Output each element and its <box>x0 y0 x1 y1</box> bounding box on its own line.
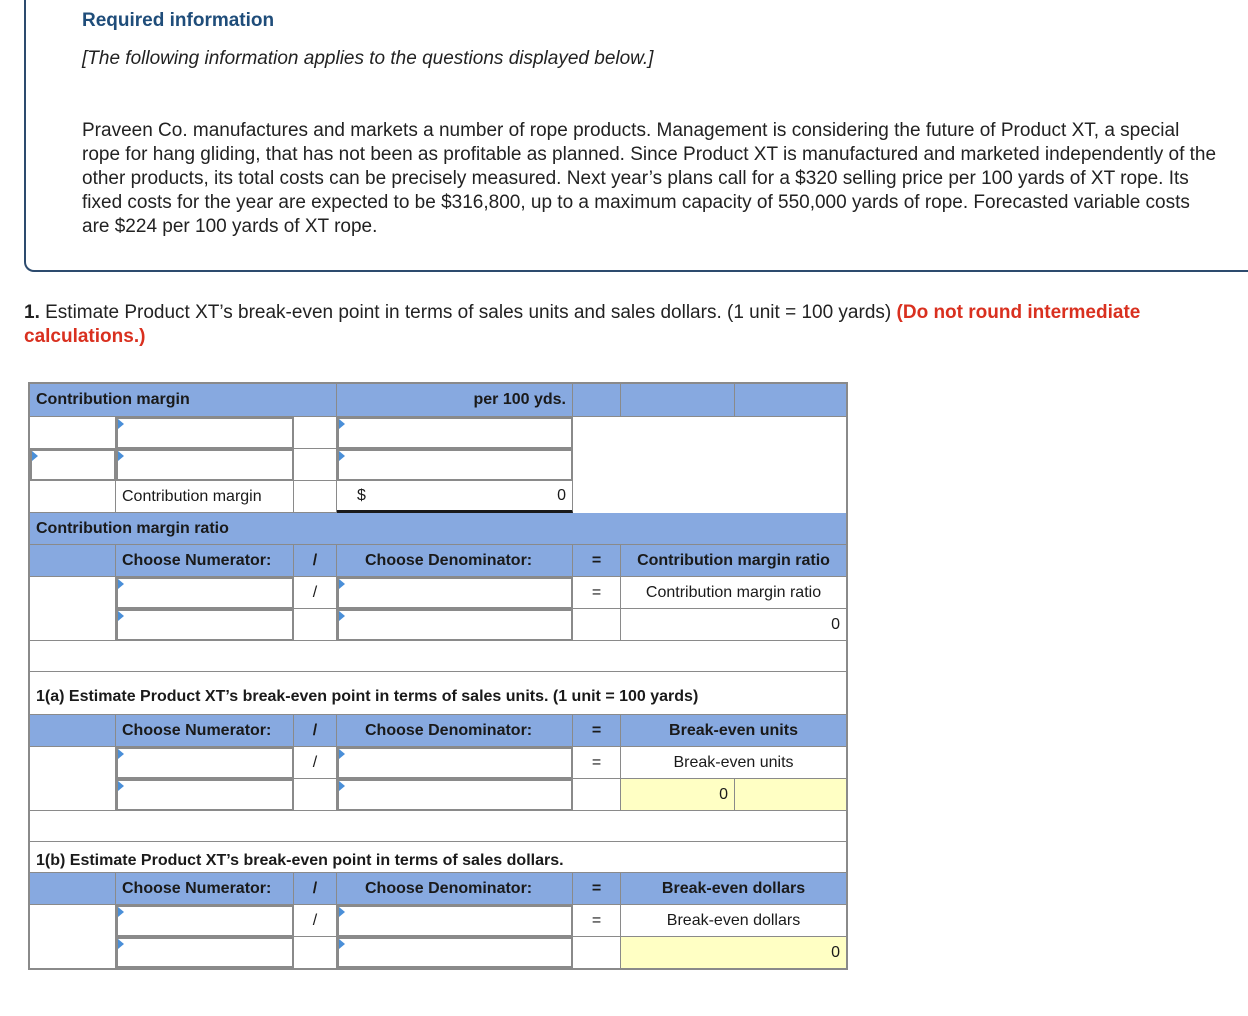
cm-total-value-cell <box>337 481 573 513</box>
dollars-title: 1(b) Estimate Product XT’s break-even point in terms of sales dollars. <box>36 852 564 869</box>
units-slash-label: / <box>312 721 318 739</box>
spacer-row-1 <box>30 641 846 672</box>
units-result-header <box>621 715 846 747</box>
cm-row2-item-select[interactable] <box>116 449 294 481</box>
question-number: 1. <box>24 302 40 323</box>
cmr-header-cell <box>30 513 846 545</box>
cm-total-blank <box>30 481 116 513</box>
units-equals-cell <box>573 747 621 779</box>
dollars-equals-header <box>573 873 621 905</box>
units-result-label-cell <box>621 747 846 779</box>
cmr-row2-equals-spacer <box>573 609 621 641</box>
question-text <box>24 301 1239 349</box>
dollars-result-value-cell <box>621 937 846 968</box>
dollars-equals: = <box>591 911 602 929</box>
dollars-result-label: Break-even dollars <box>666 911 801 929</box>
units-result-header-label: Break-even units <box>669 721 798 739</box>
cmr-result-header <box>621 545 846 577</box>
dollars-numerator-label: Choose Numerator: <box>122 879 272 897</box>
units-slash: / <box>312 753 318 771</box>
cmr-result-label: Contribution margin ratio <box>645 583 822 601</box>
dollars-left-blank <box>30 905 116 968</box>
units-numerator-select[interactable] <box>116 747 294 779</box>
cmr-denominator-select[interactable] <box>337 577 573 609</box>
cmr-label-blank <box>30 545 116 577</box>
cm-total-currency: $ <box>357 486 366 504</box>
units-label-blank <box>30 715 116 747</box>
dollars-denominator-select[interactable] <box>337 905 573 937</box>
units-row2-spacer <box>294 779 337 811</box>
cm-total-label-cell <box>116 481 294 513</box>
units-numerator-input[interactable] <box>116 779 294 811</box>
cmr-result-header-label: Contribution margin ratio <box>637 551 830 569</box>
cmr-slash-label: / <box>312 551 318 569</box>
dollars-equals-cell <box>573 905 621 937</box>
cm-total-value-row <box>337 481 572 510</box>
dollars-denominator-label: Choose Denominator: <box>365 879 533 897</box>
required-info-paragraph: Praveen Co. manufactures and markets a number of rope products. Management is considering the future of Product XT, a special rope for hang gliding, that has not been as profitable as planned. Since Product XT is manufactured and marketed independently of the other products, its total costs can be precisely measured. Next year’s plans call for a $320 selling price per 100 yards of XT rope. Its fixed costs for the year are expected to be $316,800, up to a maximum capacity of 550,000 yards of rope. Forecasted variable costs are $224 per 100 yards of XT rope. <box>82 120 1217 237</box>
units-equals-label: = <box>591 721 602 739</box>
dollars-denominator-header <box>337 873 573 905</box>
units-equals-header <box>573 715 621 747</box>
required-info-title: Required information <box>82 10 275 31</box>
spacer-row-2 <box>30 811 846 842</box>
header-blank-2 <box>621 384 735 416</box>
units-slash-cell <box>294 747 337 779</box>
cm-row1-spacer <box>294 417 337 449</box>
cmr-slash: / <box>312 583 318 601</box>
cmr-denominator-input[interactable] <box>337 609 573 641</box>
cm-row1-label-cell <box>30 417 116 449</box>
cm-row2-spacer <box>294 449 337 481</box>
cmr-numerator-select[interactable] <box>116 577 294 609</box>
dollars-title-cell <box>30 842 846 873</box>
cmr-equals-cell <box>573 577 621 609</box>
dollars-result-header-label: Break-even dollars <box>661 879 806 897</box>
cmr-row2-spacer <box>294 609 337 641</box>
cmr-slash-cell <box>294 577 337 609</box>
units-title-cell <box>30 672 846 715</box>
cmr-equals: = <box>591 583 602 601</box>
cmr-numerator-input[interactable] <box>116 609 294 641</box>
dollars-slash-cell <box>294 905 337 937</box>
cm-per-label: per 100 yds. <box>473 391 566 408</box>
cmr-numerator-header <box>116 545 294 577</box>
dollars-row2-spacer <box>294 937 337 968</box>
dollars-result-header <box>621 873 846 905</box>
cm-total-value: 0 <box>557 486 566 504</box>
dollars-label-blank <box>30 873 116 905</box>
dollars-slash-header <box>294 873 337 905</box>
cmr-result-label-cell <box>621 577 846 609</box>
units-numerator-header <box>116 715 294 747</box>
cm-row2-amount-input[interactable] <box>337 449 573 481</box>
required-info-subtitle: [The following information applies to the questions displayed below.] <box>82 48 654 69</box>
cmr-equals-label: = <box>591 551 602 569</box>
units-denominator-select[interactable] <box>337 747 573 779</box>
dollars-numerator-input[interactable] <box>116 937 294 968</box>
dollars-slash-label: / <box>312 879 318 897</box>
header-blank-1 <box>573 384 621 416</box>
cm-row1-amount-input[interactable] <box>337 417 573 449</box>
cmr-header-label: Contribution margin ratio <box>36 519 229 537</box>
units-result-suffix-cell <box>735 779 846 811</box>
cm-total-label: Contribution margin <box>122 487 262 505</box>
units-result-value: 0 <box>719 785 728 803</box>
units-denominator-input[interactable] <box>337 779 573 811</box>
units-row2-equals-spacer <box>573 779 621 811</box>
cm-total-spacer <box>294 481 337 513</box>
units-denominator-header <box>337 715 573 747</box>
cm-header-cell <box>30 384 337 416</box>
cmr-numerator-label: Choose Numerator: <box>122 551 272 569</box>
cm-row1-item-select[interactable] <box>116 417 294 449</box>
worksheet-table <box>28 382 848 970</box>
cm-per-unit-header <box>337 384 573 416</box>
dollars-numerator-header <box>116 873 294 905</box>
units-slash-header <box>294 715 337 747</box>
question-note: (Do not round intermediate calculations.) <box>24 302 1141 347</box>
units-equals: = <box>591 753 602 771</box>
question-body: Estimate Product XT’s break-even point in terms of sales units and sales dollars. (1 unit = 100 yards) <box>39 302 897 323</box>
units-result-value-cell <box>621 779 735 811</box>
cm-row2-sign-select[interactable] <box>30 449 116 481</box>
cmr-equals-header <box>573 545 621 577</box>
cmr-slash-header <box>294 545 337 577</box>
dollars-result-label-cell <box>621 905 846 937</box>
dollars-denominator-input[interactable] <box>337 937 573 968</box>
units-left-blank <box>30 747 116 811</box>
header-blank-3 <box>735 384 846 416</box>
cm-header-label: Contribution margin <box>36 391 190 408</box>
units-denominator-label: Choose Denominator: <box>365 721 533 739</box>
cmr-left-blank <box>30 577 116 641</box>
cmr-result-value: 0 <box>831 615 840 633</box>
dollars-result-value: 0 <box>831 943 840 961</box>
dollars-slash: / <box>312 911 318 929</box>
cmr-denominator-label: Choose Denominator: <box>365 551 533 569</box>
cmr-result-value-cell <box>621 609 846 641</box>
dollars-equals-label: = <box>591 879 602 897</box>
dollars-row2-equals-spacer <box>573 937 621 968</box>
units-result-label: Break-even units <box>673 753 794 771</box>
dollars-numerator-select[interactable] <box>116 905 294 937</box>
units-title: 1(a) Estimate Product XT’s break-even point in terms of sales units. (1 unit = 100 yards) <box>36 688 699 705</box>
cmr-denominator-header <box>337 545 573 577</box>
units-numerator-label: Choose Numerator: <box>122 721 272 739</box>
